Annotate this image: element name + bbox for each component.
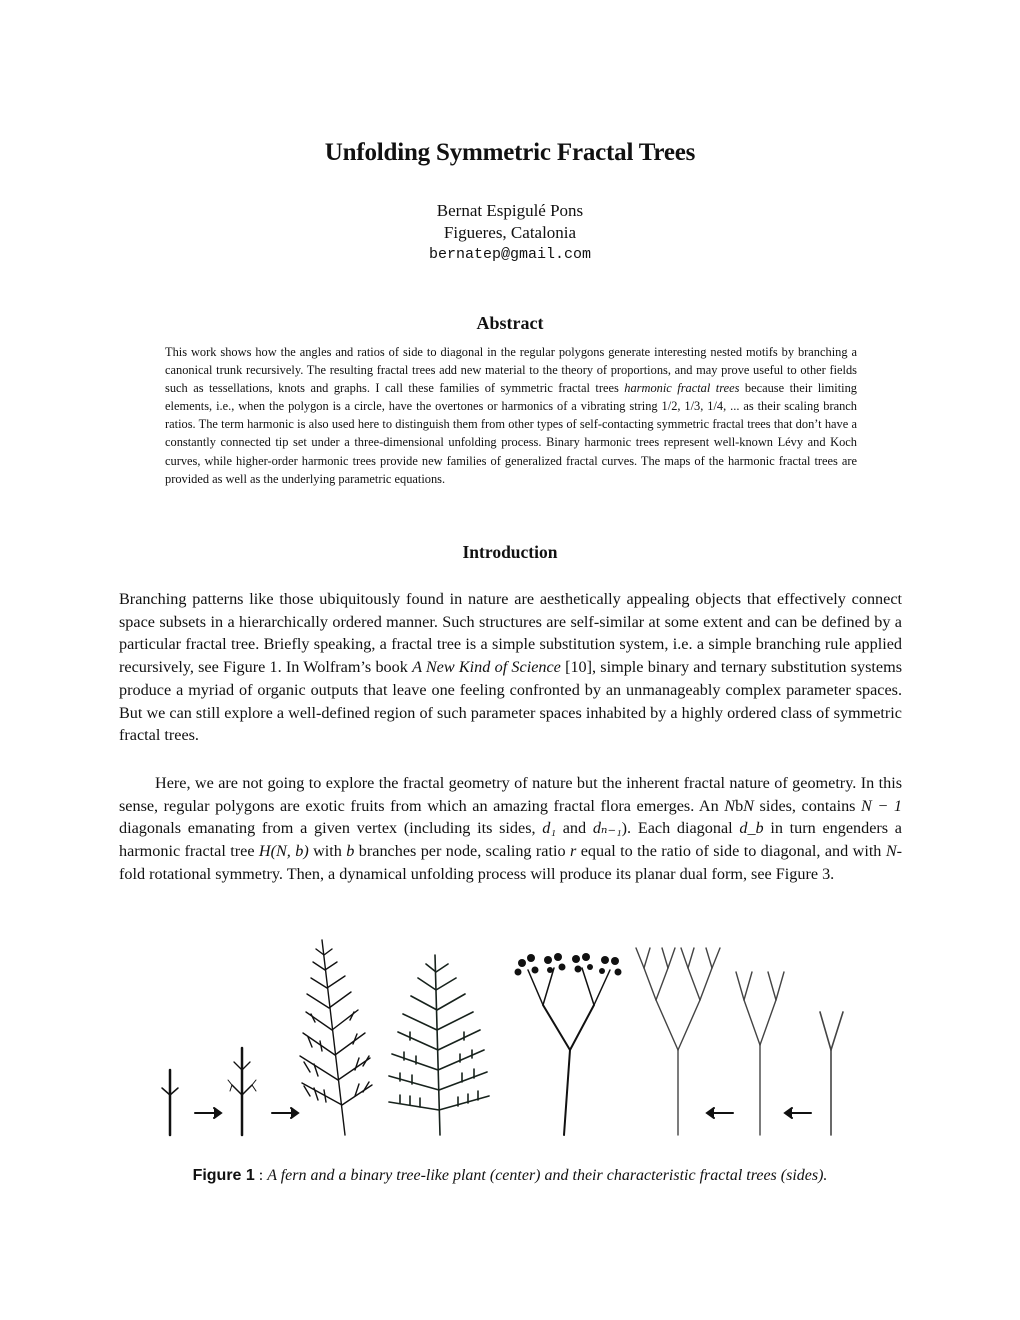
intro-paragraph-1: Branching patterns like those ubiquitously found in nature are aesthetically appealing objects that effectively connect space subsets in a hierarchically ordered manner. Such structures are self-similar at some extent and can be defined by a particular fractal tree. Briefly speaking, a fractal tree is a simple substitution system, i.e. a simple branching rule applied recursively, see Figure 1. In Wolfram’s book A New Kind of Science [10], simple binary and ternary substitution systems produce a myriad of organic outputs that leave one feeling confronted by an unmanageably complex parameter spaces. But we can still explore a well-defined region of such parameter spaces inhabited by a highly ordered class of symmetric fractal trees. (119, 590, 902, 745)
book-title: A New Kind of Science (412, 658, 561, 677)
fractal-tree-step-2 (228, 1048, 256, 1135)
fern-illustration-1 (300, 940, 372, 1135)
binary-fractal-tree-large (636, 948, 720, 1135)
abstract-heading: Abstract (476, 313, 544, 333)
paper-title: Unfolding Symmetric Fractal Trees (324, 139, 696, 166)
author-block (0, 200, 1020, 266)
arrow-right-icon (272, 1108, 298, 1118)
arrow-left-icon (707, 1108, 733, 1118)
intro-paragraph-2: Here, we are not going to explore the fractal geometry of nature but the inherent fractal nature of geometry. In this sense, regular polygons are exotic fruits from which an amazing fractal flora emerges. An NbN sides, contains N − 1 diagonals emanating from a given vertex (including its sides, d₁ and dₙ₋₁). Each diagonal d_b in turn engenders a harmonic fractal tree H(N, b) with b branches per node, scaling ratio r equal to the ratio of side to diagonal, and with N-fold rotational symmetry. Then, a dynamical unfolding process will produce its planar dual form, see Figure 3. (119, 774, 903, 883)
arrow-left-icon (785, 1108, 811, 1118)
introduction-heading: Introduction (462, 542, 558, 562)
author-affiliation: Figueres, Catalonia (443, 223, 577, 242)
flowering-plant-illustration (528, 968, 610, 1135)
abstract-emphasis: harmonic fractal trees (624, 381, 740, 396)
figure-label: Figure 1 (192, 1167, 255, 1184)
figure-1-caption: Figure 1 : A fern and a binary tree-like plant (center) and their characteristic fractal trees (sides). (192, 1167, 828, 1184)
abstract-body: This work shows how the angles and ratios of side to diagonal in the regular polygons generate interesting nested motifs by branching a canonical trunk recursively. The resulting fractal trees add new material to the theory of proportions, and may prove useful to other fields such as tessellations, knots and graphs. I call these families of symmetric fractal trees harmonic fractal trees because their limiting elements, i.e., when the polygon is a circle, have the overtones or harmonics of a vibrating string 1/2, 1/3, 1/4, ... as their scaling branch ratios. The term harmonic is also used here to distinguish them from other types of self-contacting symmetric fractal trees that don’t have a constantly connected tip set under a three-dimensional unfolding process. Binary harmonic trees represent well-known Lévy and Koch curves, while higher-order harmonic trees provide new families of generalized fractal curves. The maps of the harmonic fractal trees are provided as well as the underlying parametric equations. (165, 345, 857, 486)
figure-caption-text: A fern and a binary tree-like plant (center) and their characteristic fractal trees (sides). (267, 1167, 828, 1184)
flower-heads (515, 953, 622, 976)
arrow-right-icon (195, 1108, 221, 1118)
binary-fractal-tree-small (820, 1012, 843, 1135)
author-email[interactable]: bernatep@gmail.com (428, 246, 592, 263)
fern-illustration-2 (389, 955, 489, 1135)
fractal-tree-step-1 (162, 1070, 178, 1135)
author-name: Bernat Espigulé Pons (436, 201, 584, 220)
binary-fractal-tree-medium (736, 972, 784, 1135)
figure-1-illustration (150, 930, 870, 1140)
